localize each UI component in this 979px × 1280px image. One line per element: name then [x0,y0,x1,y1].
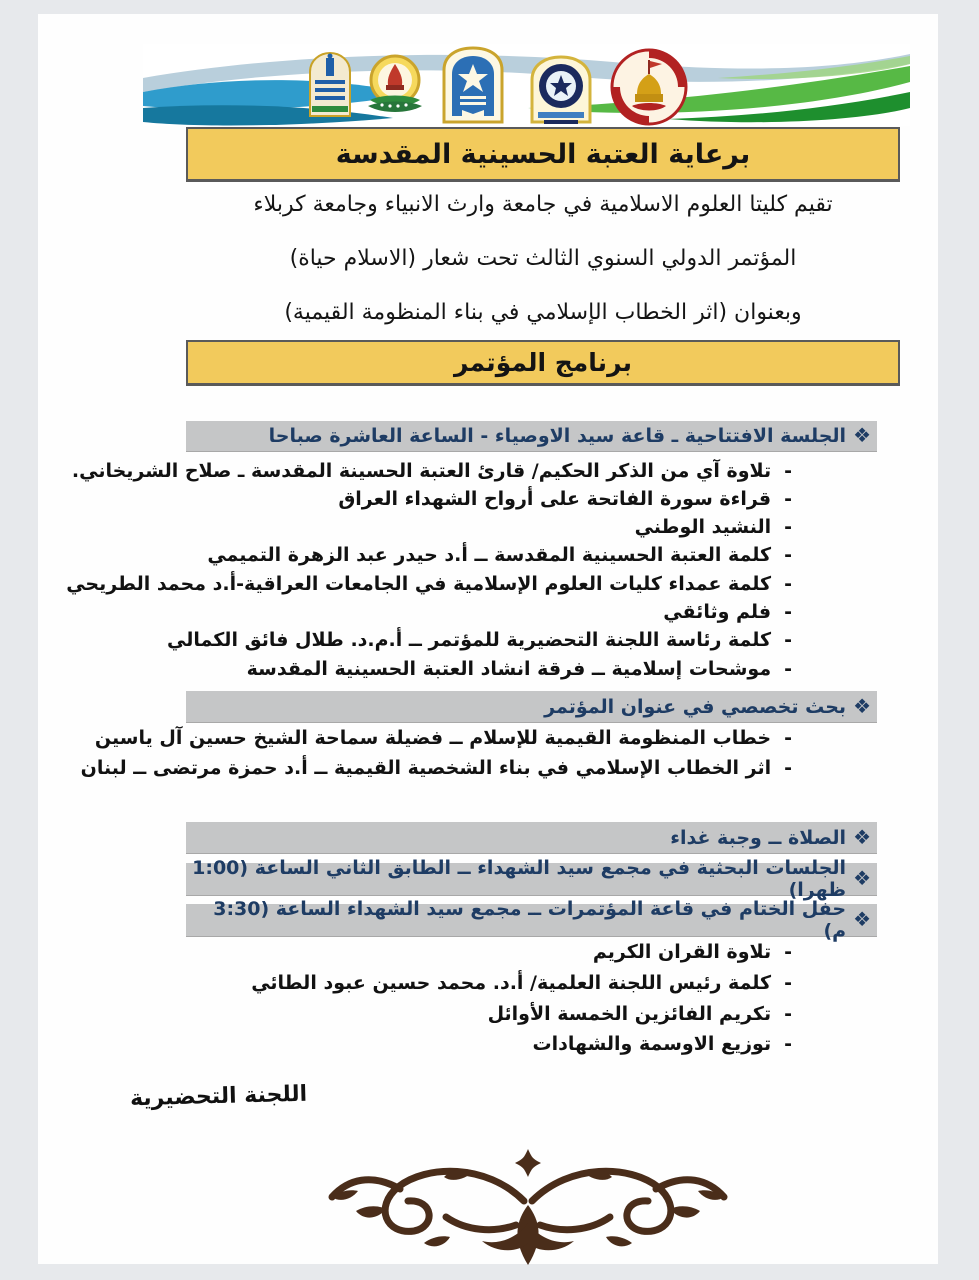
bullet-item [167,629,792,651]
bullet-dash: - [784,1033,792,1055]
bullet-item [488,1003,792,1025]
holy-hussainia-shrine-logo-icon [608,46,690,128]
patronage-banner [186,127,900,182]
floral-flourish-ornament [326,1147,730,1269]
bullet-text: كلمة العتبة الحسينية المقدسة ــ أ.د حيدر عبد الزهرة التميمي [207,544,772,566]
document-page [38,14,938,1264]
section-header-research-sessions [186,857,877,901]
bullet-item [593,941,792,963]
bullet-dash: - [784,488,792,510]
bullet-item [72,460,792,482]
program-banner [186,340,900,386]
bullet-text: فلم وثائقي [663,601,772,623]
bullet-dash: - [784,460,792,482]
bullet-item [635,516,792,538]
patronage-banner-title: برعاية العتبة الحسينية المقدسة [335,138,751,170]
bullet-dash: - [784,516,792,538]
bullet-dash: - [784,1003,792,1025]
section-header-opening-session [186,421,877,452]
karbala-university-logo-icon [362,54,428,120]
header-wave-banner [143,44,910,126]
intro-line-2: المؤتمر الدولي السنوي الثالث تحت شعار (الاسلام حياة) [289,246,797,271]
bullet-dash: - [784,573,792,595]
section-title: الجلسة الافتتاحية ـ قاعة سيد الاوصياء - الساعة العاشرة صباحا [268,425,847,447]
bullet-item [66,573,792,595]
bullet-text: النشيد الوطني [634,516,772,538]
bullet-item [663,601,792,623]
bullet-item [95,727,792,749]
section-marker-icon: ❖ [853,907,871,931]
warith-alanbiya-university-small-logo-icon [306,50,354,120]
bullet-dash: - [784,601,792,623]
bullet-text: خطاب المنظومة القيمية للإسلام ــ فضيلة سماحة الشيخ حسين آل ياسين [94,727,772,749]
bullet-text: كلمة رئيس اللجنة العلمية/ أ.د. محمد حسين عبود الطائي [251,972,772,994]
section-header-specialized-research [186,691,877,723]
section-title: بحث تخصصي في عنوان المؤتمر [544,695,847,718]
section-header-closing-ceremony [186,898,877,942]
intro-line-1: تقيم كليتا العلوم الاسلامية في جامعة وارث الانبياء وجامعة كربلاء [253,192,833,217]
bullet-text: موشحات إسلامية ــ فرقة انشاد العتبة الحسينية المقدسة [246,658,772,680]
bullet-dash: - [784,544,792,566]
bullet-dash: - [784,941,792,963]
bullet-text: كلمة رئاسة اللجنة التحضيرية للمؤتمر ــ أ.م.د. طلال فائق الكمالي [167,629,772,651]
section-title: الصلاة ــ وجبة غداء [670,826,847,849]
section-marker-icon: ❖ [853,423,871,447]
bullet-item [338,488,792,510]
bullet-item [251,972,792,994]
program-banner-title: برنامج المؤتمر [454,348,633,377]
bullet-text: اثر الخطاب الإسلامي في بناء الشخصية القيمية ــ أ.د حمزة مرتضى ــ لبنان [80,757,772,779]
bullet-text: توزيع الاوسمة والشهادات [532,1033,772,1055]
bullet-text: قراءة سورة الفاتحة على أرواح الشهداء العراق [338,488,772,510]
bullet-item [247,658,792,680]
section-marker-icon: ❖ [853,693,871,718]
section-marker-icon: ❖ [853,866,871,890]
bullet-dash: - [784,727,792,749]
bullet-text: تلاوة آي من الذكر الحكيم/ قارئ العتبة الحسينة المقدسة ـ صلاح الشريخاني. [71,460,772,482]
section-title: حفل الختام في قاعة المؤتمرات ــ مجمع سيد الشهداء الساعة (3:30 م) [213,898,847,942]
bullet-item [533,1033,792,1055]
section-header-prayer-lunch [186,822,877,854]
intro-line-3: وبعنوان (اثر الخطاب الإسلامي في بناء المنظومة القيمية) [284,300,802,325]
bullet-dash: - [784,629,792,651]
bullet-dash: - [784,972,792,994]
bullet-item [207,544,792,566]
bullet-text: تكريم الفائزين الخمسة الأوائل [487,1003,772,1025]
intro-text-block [186,190,900,336]
bullet-text: تلاوة القران الكريم [592,941,772,963]
warith-alanbiya-university-logo-icon [438,44,508,126]
preparatory-committee-label: اللجنة التحضيرية [129,1081,308,1112]
bullet-text: كلمة عمداء كليات العلوم الإسلامية في الجامعات العراقية-أ.د محمد الطريحي [66,573,772,595]
section-title: الجلسات البحثية في مجمع سيد الشهداء ــ الطابق الثاني الساعة (1:00 ظهرا) [192,857,847,901]
bullet-dash: - [784,658,792,680]
islamic-institute-logo-icon [524,52,598,126]
section-marker-icon: ❖ [853,824,871,849]
bullet-dash: - [784,757,792,779]
bullet-item [81,757,792,779]
